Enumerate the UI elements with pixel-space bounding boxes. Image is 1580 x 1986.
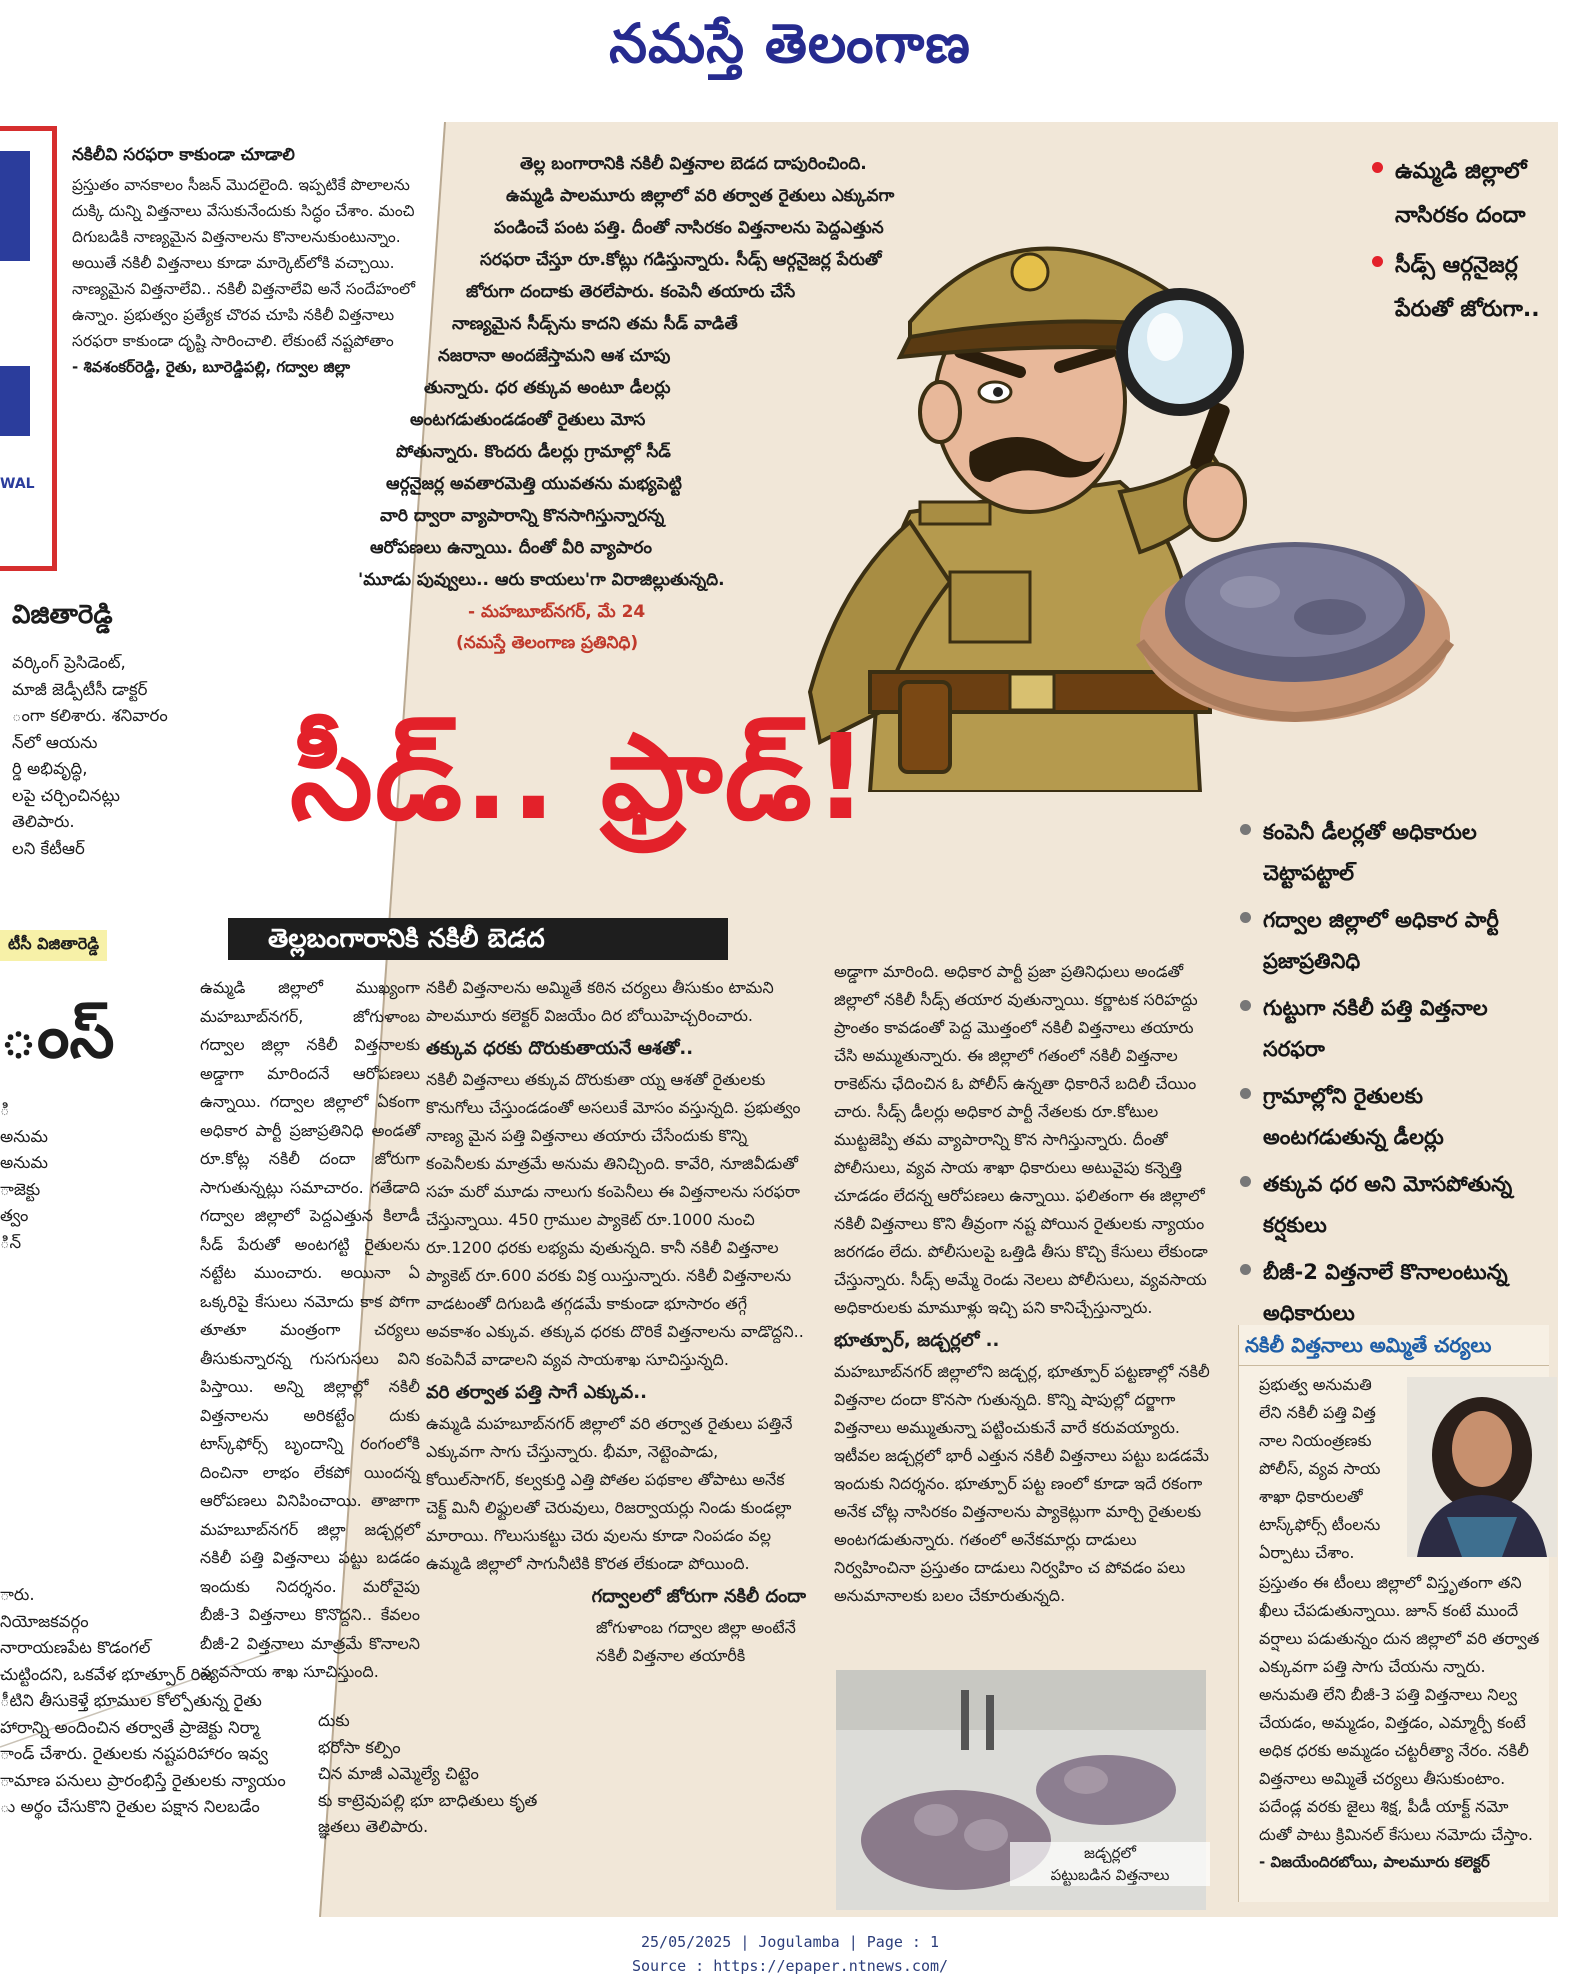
sidebar-body: ప్రస్తుతం ఈ టీంలు జిల్లాలో విస్తృతంగా తని ఖీలు చేపడుతున్నాయి. జూన్ కంటే ముందే వర్షాలు పడుతున్నం దున జిల్లాలో వరి తర్వాత ఎక్కువగా పత్తి సాగు చేయను న్నారు. అనుమతి లేని బీజీ-3 పత్తి విత్తనాలు నిల్వ చేయడం, అమ్మడం, విత్తడం, ఎమ్మార్పీ కంటే అధిక ధరకు అమ్మడం చట్టరీత్యా నేరం. నకిలీ విత్తనాలు అమ్మితే చర్యలు తీసుకుంటాం. పదేండ్ల వరకు జైలు శిక్ష, పీడీ యాక్ట్ నమో దుతో పాటు క్రిమినల్ కేసులు నమోదు చేస్తాం. bbox=[1259, 1573, 1540, 1844]
left-fragment-line: ంగా కలిశారు. శనివారం bbox=[12, 706, 168, 725]
left-box-content bbox=[72, 136, 432, 381]
main-headline: సీడ్.. ఫ్రాడ్! bbox=[290, 708, 870, 846]
dateline: - మహబూబ్‌నగర్, మే 24 bbox=[468, 602, 646, 622]
sidebar-line: టాస్క్‌ఫోర్స్ టీంలను bbox=[1259, 1515, 1381, 1534]
bullet-item bbox=[1240, 812, 1540, 894]
intro-line: 'మూడు పువ్వులు.. ఆరు కాయలు'గా విరాజిల్లుతున్నది. bbox=[358, 570, 725, 590]
column-2-para-2: నకిలీ విత్తనాలు తక్కువ దొరుకుతా య్న ఆశతో రైతులకు కొనుగోలు చేస్తుండడంతో అసలుకే మోసం వస్తున్నది. ప్రభుత్వం నాణ్య మైన పత్తి విత్తనాలు తయారు చేసేందుకు కొన్ని కంపెనీలకు మాత్రమే అనుమ తినిచ్చింది. కావేరి, నూజివీడుతో సహ మరో మూడు నాలుగు కంపెనీలు ఈ విత్తనాలను సరఫరా చేస్తున్నాయి. 450 గ్రాముల ప్యాకెట్ రూ.1000 నుంచి రూ.1200 ధరకు లభ్యమ వుతున్నది. కానీ నకిలీ విత్తనాల ప్యాకెట్ రూ.600 వరకు విక్ర యిస్తున్నారు. నకిలీ విత్తనాలను వాడటంతో దిగుబడి తగ్గడమే కాకుండా భూసారం తగ్గే అవకాశం ఎక్కువ. తక్కువ ధరకు దొరికే విత్తనాలను వాడొద్దని.. కంపెనీవే వాడాలని వ్యవ సాయశాఖ సూచిస్తున్నది. bbox=[426, 1070, 804, 1369]
left-fragment-line: చిన మాజీ ఎమ్మెల్యే చిట్టెం bbox=[318, 1764, 479, 1783]
article-column-1 bbox=[200, 974, 420, 1687]
left-fragment-line: ాండ్ చేశారు. రైతులకు నష్టపరిహారం ఇవ్వ bbox=[0, 1744, 269, 1763]
left-fragment-line: హారాన్ని అందించిన తర్వాతే ప్రాజెక్టు నిర్మా bbox=[0, 1717, 260, 1737]
left-box-frame bbox=[0, 126, 57, 571]
left-fragment-line: జ్ఞతలు తెలిపారు. bbox=[318, 1817, 429, 1836]
bullet-text: ఉమ్మడి జిల్లాలో నాసిరకం దందా bbox=[1395, 159, 1527, 228]
intro-line: తున్నారు. ధర తక్కువ అంటూ డీలర్లు bbox=[424, 378, 671, 398]
column-3-para-1: అడ్డాగా మారింది. అధికార పార్టీ ప్రజా ప్రతినిధులు అండతో జిల్లాలో నకిలీ సీడ్స్ తయార వుతున్నాయి. కర్ణాటక సరిహద్దు ప్రాంతం కావడంతో పెద్ద మొత్తంలో నకిలీ విత్తనాలు తయారు చేసి అమ్ముతున్నారు. ఈ జిల్లాలో గతంలో నకిలీ విత్తనాల రాకెట్‌ను ఛేదించిన ఓ పోలీస్ ఉన్నతా ధికారినే బదిలీ చేయిం చారు. సీడ్స్ డీలర్లు అధికార పార్టీ నేతలకు రూ.కోటుల ముట్టజెప్పి తమ వ్యాపారాన్ని కొన సాగిస్తున్నారు. దీంతో పోలీసులు, వ్యవ సాయ శాఖా ధికారులు అటువైపు కన్నెత్తి చూడడం లేదన్న ఆరోపణలు ఉన్నాయి. ఫలితంగా ఈ జిల్లాలో నకిలీ విత్తనాలు కొని తీవ్రంగా నష్ట పోయిన రైతులకు న్యాయం జరగడం లేదు. పోలీసులపై ఒత్తిడి తీసు కొచ్చి కేసులు లేకుండా చేస్తున్నారు. సీడ్స్ అమ్మే రెండు నెలలు పోలీసులు, వ్యవసాయ అధికారులకు మామూళ్లు ఇచ్చి పని కానిచ్చేస్తున్నారు. bbox=[834, 962, 1208, 1317]
footer bbox=[0, 1930, 1580, 1978]
left-fragment-line: ర్డి అభివృద్ధి, bbox=[12, 759, 88, 778]
bullet-text: గుట్టుగా నకిలీ పత్తి విత్తనాల సరఫరా bbox=[1263, 996, 1488, 1061]
subheadline: తెల్లబంగారానికి నకిలీ బెడద bbox=[228, 918, 728, 960]
photo-caption-line: పట్టుబడిన విత్తనాలు bbox=[1050, 1866, 1170, 1884]
intro-line: ఉమ్మడి పాలమూరు జిల్లాలో వరి తర్వాత రైతులు ఎక్కువగా bbox=[506, 186, 895, 206]
blue-panel bbox=[0, 151, 30, 261]
sidebar-title: నకిలీ విత్తనాలు అమ్మితే చర్యలు bbox=[1239, 1325, 1549, 1366]
column-2-subhead-2: వరి తర్వాత పత్తి సాగే ఎక్కువ.. bbox=[426, 1382, 647, 1403]
grey-bullet-icon bbox=[1240, 824, 1251, 835]
sidebar-text bbox=[1259, 1569, 1544, 1875]
sidebar-line: లేని నకిలీ పత్తి విత్త bbox=[1259, 1403, 1376, 1422]
column-2-para-4: జోగుళాంబ గద్వాల జిల్లా అంటేనే నకిలీ విత్తనాల తయారీకి bbox=[596, 1618, 796, 1665]
byline: (నమస్తే తెలంగాణ ప్రతినిధి) bbox=[456, 633, 639, 653]
bullet-item bbox=[1240, 1164, 1540, 1246]
bullet-item bbox=[1372, 244, 1552, 332]
photo-caption-box: టీసీ విజితారెడ్డి bbox=[0, 930, 107, 961]
left-fragment-line: లపై చర్చించినట్లు bbox=[12, 785, 120, 805]
sidebar-line: ప్రభుత్వ అనుమతి bbox=[1259, 1375, 1372, 1394]
sidebar-text-wrap bbox=[1259, 1371, 1409, 1567]
left-fragment-lines bbox=[12, 650, 312, 862]
intro-line: ఆర్గనైజర్ల అవతారమెత్తి యువతను మభ్యపెట్టి bbox=[386, 474, 682, 494]
bullet-text: బీజీ-2 విత్తనాలే కొనాలంటున్న అధికారులు bbox=[1263, 1260, 1508, 1325]
bullet-item bbox=[1240, 1252, 1540, 1334]
column-2-para-3: ఉమ్మడి మహబూబ్‌నగర్ జిల్లాలో వరి తర్వాత రైతులు పత్తినే ఎక్కువగా సాగు చేస్తున్నారు. భీమా, నెట్టెంపాడు, కోయిల్‌సాగర్, కల్వకుర్తి ఎత్తి పోతల పథకాల తోపాటు అనేక చెక్ట్ మినీ లిఫ్టులతో చెరువులు, రిజర్వాయర్లు నిండు కుండల్లా మారాయి. గొలుసుకట్టు చెరు వులను కూడా నింపడం వల్ల ఉమ్మడి జిల్లాలో సాగునీటికి కొరత లేకుండా పోయింది. bbox=[426, 1414, 793, 1573]
left-fragment-line: అనుమ bbox=[0, 1153, 48, 1172]
wal-label: WAL bbox=[0, 476, 35, 492]
left-fragment-line: ి అనుమ bbox=[0, 1100, 48, 1146]
grey-bullet-icon bbox=[1240, 912, 1251, 923]
left-box-signature: - శివశంకర్‌రెడ్డి, రైతు, బూరెడ్డిపల్లి, గద్వాల జిల్లా bbox=[72, 358, 351, 376]
left-fragment-line: ారు. bbox=[0, 1585, 35, 1604]
intro-line: పోతున్నారు. కొందరు డీలర్లు గ్రామాల్లో సీడ్ bbox=[396, 442, 671, 462]
intro-line: తెల్ల బంగారానికి నకిలీ విత్తనాల బెడద దాపురించింది. bbox=[520, 154, 867, 174]
left-fragment-line: నియోజకవర్గం bbox=[0, 1611, 89, 1631]
newspaper-page bbox=[0, 122, 1558, 1917]
left-fragment-line: నారాయణపేట కొడంగల్ bbox=[0, 1638, 151, 1657]
left-fragment-line: త్వం bbox=[0, 1206, 29, 1225]
left-big-headline: ంస్ bbox=[0, 999, 115, 1073]
intro-line: నజరానా అందజేస్తామని ఆశ చూపు bbox=[438, 346, 671, 366]
intro-line: జోరుగా దందాకు తెరలేపారు. కంపెనీ తయారు చేసే bbox=[466, 282, 796, 302]
blue-panel-2 bbox=[0, 366, 30, 436]
column-2-subhead-1: తక్కువ ధరకు దొరుకుతాయనే ఆశతో.. bbox=[426, 1038, 694, 1059]
intro-line: పండించే పంట పత్తి. దీంతో నాసిరకం విత్తనాలను పెద్దఎత్తున bbox=[494, 218, 884, 238]
column-1-text: ఉమ్మడి జిల్లాలో ముఖ్యంగా మహబూబ్‌నగర్, జోగుళాంబ గద్వాల జిల్లా నకిలీ విత్తనాలకు అడ్డాగా మారిందనే ఆరోపణలు ఉన్నాయి. గద్వాల జిల్లాలో ఏకంగా అధికార పార్టీ ప్రజాప్రతినిధి అండతో రూ.కోట్ల నకిలీ దందా జోరుగా సాగుతున్నట్లు సమాచారం. గతేడాది గద్వాల జిల్లాలో పెద్దఎత్తున కిలాడీ సీడ్ పేరుతో అంటగట్టి రైతులను నట్టేట ముంచారు. అయినా ఏ ఒక్కరిపై కేసులు నమోదు కాక పోగా తూతూ మంత్రంగా చర్యలు తీసుకున్నారన్న గుసగుసలు విని పిస్తాయి. అన్ని జిల్లాల్లో నకిలీ విత్తనాలను అరికట్టేం దుకు టాస్క్‌ఫోర్స్ బృందాన్ని రంగంలోకి దించినా లాభం లేకపో యిందన్న ఆరోపణలు వినిపించాయి. తాజాగా మహబూబ్‌నగర్ జిల్లా జడ్చర్లలో నకిలీ పత్తి విత్తనాలు పట్టు బడడం ఇందుకు నిదర్శనం. మరోవైపు బీజీ-3 విత్తనాలు కొనొద్దని.. కేవలం బీజీ-2 విత్తనాలు మాత్రమే కొనాలని వ్యవసాయ శాఖ సూచిస్తుంది. bbox=[200, 978, 420, 1681]
footer-date-edition: 25/05/2025 | Jogulamba | Page : 1 bbox=[640, 1933, 939, 1951]
bullet-text: గద్వాల జిల్లాలో అధికార పార్టీ ప్రజాప్రతినిధి bbox=[1263, 908, 1499, 973]
intro-line: వారి ద్వారా వ్యాపారాన్ని కొనసాగిస్తున్నారన్న bbox=[380, 506, 665, 526]
collector-sidebar bbox=[1238, 1325, 1549, 1902]
left-fragment-lines-2 bbox=[0, 1097, 60, 1256]
column-2-para-1: నకిలీ విత్తనాలను అమ్మితే కఠిన చర్యలు తీసుకుం టామని పాలమూరు కలెక్టర్ విజయేం దిర బోయిహెచ్చరించారు. bbox=[426, 978, 774, 1025]
left-fragment-line: భరోసా కల్పిం bbox=[318, 1737, 401, 1757]
masthead: నమస్తే తెలంగాణ bbox=[609, 11, 971, 75]
intro-line: అంటగడుతుండడంతో రైతులు మోస bbox=[410, 410, 646, 430]
left-fragment-line: ిన్ bbox=[0, 1232, 22, 1252]
sidebar-line: నాల నియంత్రణకు bbox=[1259, 1431, 1372, 1450]
right-bullets bbox=[1240, 812, 1540, 1340]
grey-bullet-icon bbox=[1240, 1088, 1251, 1099]
grey-bullet-icon bbox=[1240, 1000, 1251, 1011]
column-3-subhead-1: భూత్పూర్, జడ్చర్లలో .. bbox=[834, 1330, 1000, 1351]
bullet-text: కంపెనీ డీలర్లతో అధికారుల చెట్టాపట్టాల్ bbox=[1263, 820, 1477, 885]
bullet-text: గ్రామాల్లోని రైతులకు అంటగడుతున్న డీలర్లు bbox=[1263, 1084, 1444, 1149]
bullet-text: తక్కువ ధర అని మోసపోతున్న కర్షకులు bbox=[1263, 1172, 1513, 1237]
left-box-title: నకిలీవి సరఫరా కాకుండా చూడాలి bbox=[72, 145, 295, 165]
sidebar-line: పోలీస్, వ్యవ సాయ bbox=[1259, 1459, 1381, 1478]
photo-caption bbox=[1010, 1842, 1210, 1886]
sidebar-line: శాఖా ధికారులతో bbox=[1259, 1487, 1363, 1506]
left-fragment-name: విజితారెడ్డి bbox=[12, 600, 113, 630]
left-fragment-line: దుకు bbox=[318, 1711, 350, 1730]
grey-bullet-icon bbox=[1240, 1176, 1251, 1187]
left-fragment-line: తెలిపారు. bbox=[12, 812, 75, 831]
left-fragment-line: ు అర్థం చేసుకొని రైతుల పక్షాన నిలబడేం bbox=[0, 1797, 260, 1816]
red-bullet-icon bbox=[1372, 256, 1383, 267]
photo-caption-line: జడ్చర్లలో bbox=[1084, 1844, 1136, 1862]
bullet-item bbox=[1372, 150, 1552, 238]
bullet-item bbox=[1240, 1076, 1540, 1158]
left-fragment-lines-4 bbox=[318, 1708, 578, 1841]
intro-line: ఆరోపణలు ఉన్నాయి. దీంతో వీరి వ్యాపారం bbox=[370, 538, 652, 558]
top-bullets bbox=[1372, 150, 1552, 338]
left-fragment-line: వర్కింగ్ ప్రెసిడెంట్, bbox=[12, 653, 126, 672]
left-fragment-line: మాజీ జెడ్పీటీసీ డాక్టర్ bbox=[12, 679, 148, 699]
sidebar-signature: - విజయేందిరబోయి, పాలమూరు కలెక్టర్ bbox=[1259, 1853, 1490, 1871]
left-fragment-line: లని కేటీఆర్ bbox=[12, 838, 85, 858]
intro-line: నాణ్యమైన సీడ్స్‌ను కాదని తమ సీడ్ వాడితే bbox=[452, 314, 738, 334]
left-fragment-line: కు కాట్రెవుపల్లి భూ బాధితులు కృత bbox=[318, 1790, 538, 1810]
article-column-2 bbox=[426, 974, 806, 1670]
collector-portrait bbox=[1407, 1377, 1557, 1557]
column-3-para-2: మహబూబ్‌నగర్ జిల్లాలోని జడ్చర్ల, భూత్పూర్ పట్టణాల్లో నకిలీ విత్తనాల దందా కొనసా గుతున్నది. కొన్ని షాపుల్లో దర్జాగా విత్తనాలు అమ్ముతున్నా పట్టించుకునే వారే కరువయ్యారు. ఇటీవల జడ్చర్లలో భారీ ఎత్తున నకిలీ విత్తనాలు పట్టు బడడమే ఇందుకు నిదర్శనం. భూత్పూర్ పట్ట ణంలో కూడా ఇదే రకంగా అనేక చోట్ల నాసిరకం విత్తనాలను ప్యాకెట్లుగా మార్చి రైతులకు అంటగడుతున్నారు. గతంలో అనేకమార్లు దాడులు నిర్వహించినా ప్రస్తుతం దాడులు నిర్వహిం చ పోవడం పలు అనుమానాలకు బలం చేకూరుతున్నది. bbox=[834, 1362, 1210, 1605]
left-box-body: ప్రస్తుతం వానకాలం సీజన్ మొదలైంది. ఇప్పటికే పొలాలను దుక్కి దున్ని విత్తనాలు వేసుకునేందుకు సిద్ధం చేశాం. మంచి దిగుబడికి నాణ్యమైన విత్తనాలను కొనాలనుకుంటున్నాం. అయితే నకిలీ విత్తనాలు కూడా మార్కెట్‌లోకి వచ్చాయి. నాణ్యమైన విత్తనాలేవి.. నకిలీ విత్తనాలేవి అనే సందేహంలో ఉన్నాం. ప్రభుత్వం ప్రత్యేక చొరవ చూపి నకిలీ విత్తనాలు సరఫరా కాకుండా దృష్టి సారించాలి. లేకుంటే నష్టపోతాం bbox=[72, 176, 416, 350]
red-bullet-icon bbox=[1372, 162, 1383, 173]
intro-line: సరఫరా చేస్తూ రూ.కోట్లు గడిస్తున్నారు. సీడ్స్ ఆర్గనైజర్ల పేరుతో bbox=[480, 250, 882, 270]
footer-source: Source : https://epaper.ntnews.com/ bbox=[631, 1957, 949, 1975]
column-2-subhead-3: గద్వాలలో జోరుగా నకిలీ దందా bbox=[591, 1586, 806, 1607]
left-fragment-line: ీటిని తీసుకెళ్తే భూముల కోల్పోతున్న రైతు bbox=[0, 1691, 262, 1710]
seeds-in-hands-image bbox=[1130, 442, 1460, 722]
sidebar-line: ఏర్పాటు చేశాం. bbox=[1259, 1543, 1355, 1562]
grey-bullet-icon bbox=[1240, 1264, 1251, 1275]
bullet-text: సీడ్స్ ఆర్గనైజర్ల పేరుతో జోరుగా.. bbox=[1395, 253, 1540, 322]
bullet-item bbox=[1240, 900, 1540, 982]
left-fragment-line: న్‌లో ఆయను bbox=[12, 732, 98, 752]
article-column-3 bbox=[834, 958, 1214, 1610]
left-fragment-line: ామాణ పనులు ప్రారంభిస్తే రైతులకు న్యాయం bbox=[0, 1770, 286, 1790]
left-fragment-line: చుట్టిందని, ఒకవేళ భూత్పూర్ రిజ bbox=[0, 1664, 213, 1684]
bullet-item bbox=[1240, 988, 1540, 1070]
left-fragment-line: ాజెక్టు bbox=[0, 1179, 41, 1199]
